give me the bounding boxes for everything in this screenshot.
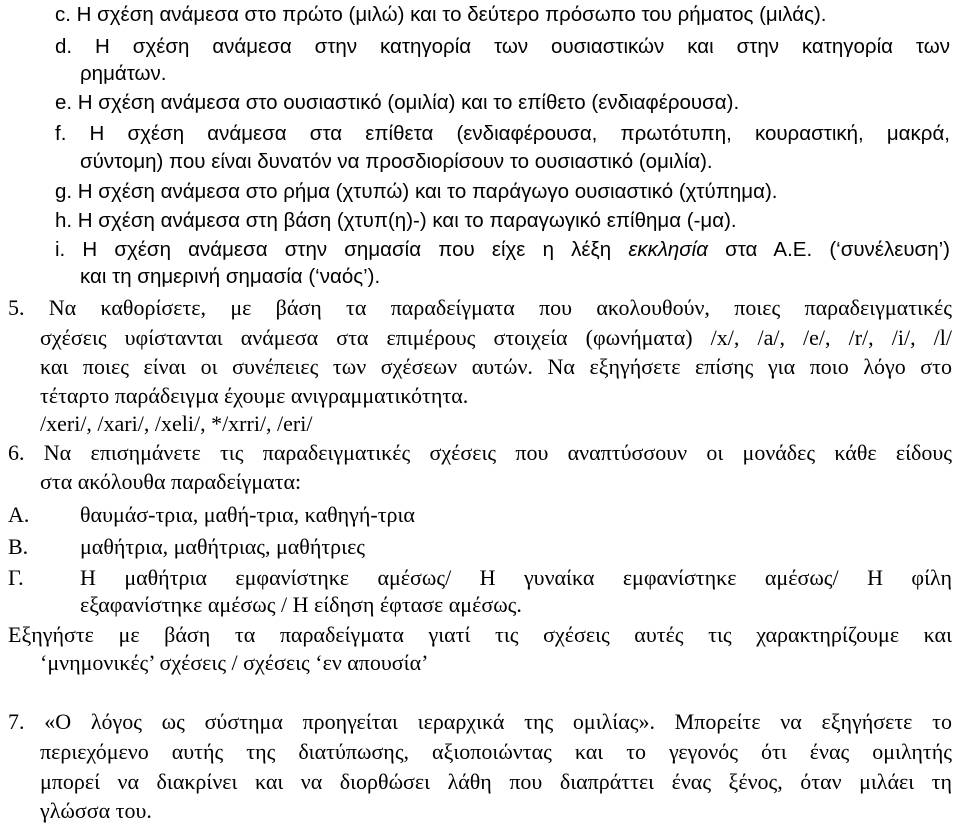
item-i-italic-word: εκκλησία [628, 238, 708, 261]
q5-line-3: και ποιες είναι οι συνέπειες των σχέσεων αυτών. Να εξηγήσετε επίσης για ποιο λόγο στο [40, 354, 952, 379]
q6-explain-line-2: ‘μνημονικές’ σχέσεις / σχέσεις ‘εν απουσία’ [40, 650, 429, 675]
q5-line-4: τέταρτο παράδειγμα έχουμε ανιγραμματικότητα. [40, 383, 469, 408]
q5-line-5: /xeri/, /xari/, /xeli/, */xrri/, /eri/ [40, 411, 313, 436]
item-i-line-1 [55, 240, 950, 261]
q5-line-1: 5. Να καθορίσετε, με βάση τα παραδείγματα που ακολουθούν, ποιες παραδειγματικές [8, 295, 952, 320]
q7-line-2: περιεχόμενο αυτής της διατύπωσης, αξιοποιώντας και το γεγονός ότι ένας ομιλητής [40, 739, 952, 764]
item-i-line-2: και τη σημερινή σημασία (‘ναός’). [80, 265, 381, 288]
q6-line-2: στα ακόλουθα παραδείγματα: [40, 469, 302, 494]
q6-example-b-label: Β. [8, 534, 29, 559]
q6-example-a-text: θαυμάσ-τρια, μαθή-τρια, καθηγή-τρια [80, 502, 415, 527]
q6-example-a-label: Α. [8, 502, 30, 527]
item-f-line-2: σύντομη) που είναι δυνατόν να προσδιορίσουν το ουσιαστικό (ομιλία). [80, 150, 713, 173]
item-f-line-1: f. Η σχέση ανάμεσα στα επίθετα (ενδιαφέρουσα, πρωτότυπη, κουραστική, μακρά, [55, 122, 950, 145]
q6-example-c-line-2: εξαφανίστηκε αμέσως / Η είδηση έφτασε αμέσως. [80, 592, 522, 617]
q7-line-1: 7. «Ο λόγος ως σύστημα προηγείται ιεραρχικά της ομιλίας». Μπορείτε να εξηγήσετε το [8, 709, 952, 734]
item-i-text-before: i. Η σχέση ανάμεσα στην σημασία που είχε η λέξη [55, 238, 629, 261]
item-c-line-1: c. Η σχέση ανάμεσα στο πρώτο (μιλώ) και το δεύτερο πρόσωπο του ρήματος (μιλάς). [55, 3, 827, 26]
q6-line-1: 6. Να επισημάνετε τις παραδειγματικές σχέσεις που αναπτύσσουν οι μονάδες κάθε είδους [8, 440, 952, 465]
item-e-line-1: e. Η σχέση ανάμεσα στο ουσιαστικό (ομιλία) και το επίθετο (ενδιαφέρουσα). [55, 91, 740, 114]
item-d-line-2: ρημάτων. [80, 62, 167, 85]
q6-example-c-label: Γ. [8, 565, 24, 590]
item-g-line-1: g. Η σχέση ανάμεσα στο ρήμα (χτυπώ) και το παράγωγο ουσιαστικό (χτύπημα). [55, 180, 778, 203]
item-d-line-1: d. Η σχέση ανάμεσα στην κατηγορία των ουσιαστικών και στην κατηγορία των [55, 35, 950, 58]
item-h-line-1: h. Η σχέση ανάμεσα στη βάση (χτυπ(η)-) και το παραγωγικό επίθημα (-μα). [55, 209, 737, 232]
q6-explain-line-1: Εξηγήστε με βάση τα παραδείγματα γιατί τις σχέσεις αυτές τις χαρακτηρίζουμε και [8, 622, 952, 647]
q6-example-b-text: μαθήτρια, μαθήτριας, μαθήτριες [80, 534, 366, 559]
q5-line-2: σχέσεις υφίστανται ανάμεσα στα επιμέρους στοιχεία (φωνήματα) /x/, /a/, /e/, /r/, /i/, /l/ [40, 325, 952, 350]
q7-line-3: μπορεί να διακρίνει και να διορθώσει λάθη που διαπράττει ένας ξένος, όταν μιλάει τη [40, 769, 952, 794]
item-i-text-after: στα Α.Ε. (‘συνέλευση’) [707, 238, 950, 261]
q7-line-4: γλώσσα του. [40, 798, 152, 823]
q6-example-c-line-1: Η μαθήτρια εμφανίστηκε αμέσως/ Η γυναίκα εμφανίστηκε αμέσως/ Η φίλη [80, 565, 952, 590]
